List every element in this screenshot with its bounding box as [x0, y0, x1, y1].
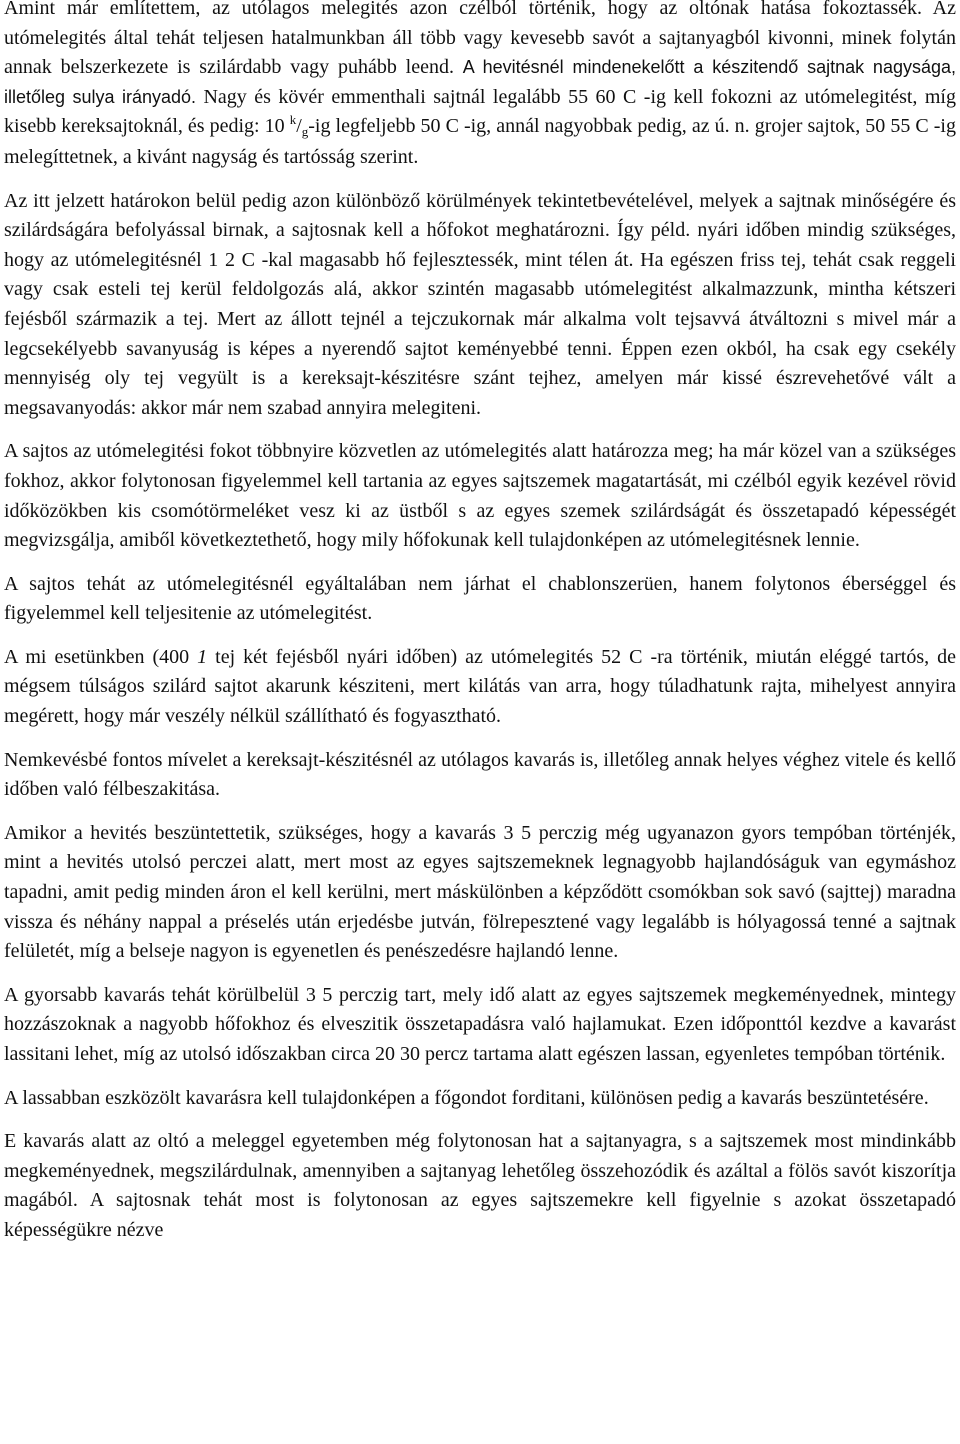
text-segment: tej két fejésből nyári időben) az utómelegités 52 C -ra történik, miután eléggé tartós, de mégsem túlságos szilárd sajtot akarunk késziteni, mert kilátás van arra, hogy túladhatunk rajta, mihelyest annyira megérett, hogy már veszély nélkül szállítható és fogyasztható. [4, 645, 956, 728]
text-segment: -ig legfeljebb 50 C -ig, annál nagyobbak pedig, az ú. n. grojer sajtok, 50 55 C -ig melegíttetnek, a kivánt nagyság és tartósság szerint. [4, 115, 956, 168]
paragraph [4, 1084, 956, 1114]
paragraph [4, 643, 956, 732]
fraction-numerator: k [289, 112, 297, 128]
document-page [4, 0, 956, 1260]
text-segment: A hevitésnél mindenekelőtt a készitendő sajtnak nagysága, illetőleg sulya irányadó. [4, 57, 956, 107]
fraction-denominator: g [301, 124, 309, 140]
paragraph [4, 570, 956, 629]
text-segment: E kavarás alatt az oltó a meleggel egyetemben még folytonosan hat a sajtanyagra, s a sajtszemek most mindinkább megkeményednek, megszilárdulnak, amennyiben a sajtanyag lehetőleg összehozódik és azáltal a fölös savót kiszorítja magából. A sajtosnak tehát most is folytonosan az egyes sajtszemekre kell figyelnie s azokat összetapadó képességükre nézve [4, 1130, 956, 1241]
paragraph [4, 0, 956, 173]
paragraph [4, 746, 956, 805]
text-segment: Amikor a hevités beszüntettetik, szükséges, hogy a kavarás 3 5 perczig még ugyanazon gyors tempóban történjék, mint a hevités utolsó perczei alatt, mert most az egyes sajtszemeknek legnagyobb hajlandóságuk van egymáshoz tapadni, amit pedig minden áron el kell kerülni, mert máskülönben a képződött csomókban sok savó (sajttej) maradna vissza és néhány nappal a préselés után erjedésbe jutván, fölrepesztené vagy legalább is hólyagossá tenné a sajtnak felületét, míg a belseje nagyon is egyenetlen és penészedésre hajlandó lenne. [4, 821, 956, 963]
text-segment: Nagy és kövér emmenthali sajtnál legalább 55 60 C -ig kell fokozni az utómelegitést, míg kisebb kereksajtoknál, és pedig: 10 [4, 85, 956, 138]
paragraph [4, 819, 956, 967]
text-segment: Az itt jelzett határokon belül pedig azon különböző körülmények tekintetbevételével, melyek a sajtnak minőségére és szilárdságára befolyással birnak, a sajtosnak kell a hőfokot meghatározni. Így péld. nyári időben mindig szükséges, hogy az utómelegitésnél 1 2 C -kal magasabb hő fejlesztessék, mint télen át. Ha egészen friss tej, tehát csak reggeli vagy csak esteli tej kerül feldolgozás alá, akkor szintén magasabb utómelegitést alkalmazzunk, mintha kétszeri fejésből származik a tej. Mert az állott tejnél a tejczukornak már alkalma volt tejsavvá átváltozni s mivel már a legcsekélyebb savanyuság is képes a nyerendő sajtot keményebbé tenni. Éppen ezen okból, ha csak egy csekély mennyiség oly tej vegyült is a kereksajt-készitésre szánt tejhez, amelyen már kissé észrevehetővé vált a megsavanyodás: akkor már nem szabad annyira melegiteni. [4, 189, 956, 419]
text-segment-italic: 1 [197, 645, 208, 668]
text-segment: A gyorsabb kavarás tehát körülbelül 3 5 perczig tart, mely idő alatt az egyes sajtszemek megkeményednek, mintegy hozzászoknak a nagyobb hőfokhoz és elveszitik összetapadásra való hajlamukat. Ezen időponttól kezdve a kavarást lassitani lehet, míg az utolsó időszakban circa 20 30 percz tartama alatt egészen lassan, egyenletes tempóban történik. [4, 983, 956, 1065]
text-segment: A sajtos tehát az utómelegitésnél egyáltalában nem járhat el chablonszerüen, hanem folytonos éberséggel és figyelemmel kell teljesitenie az utómelegitést. [4, 572, 956, 625]
paragraph [4, 187, 956, 424]
text-segment: A mi esetünkben (400 [4, 645, 198, 668]
paragraph [4, 1127, 956, 1245]
paragraph [4, 437, 956, 555]
text-segment: Amint már említettem, az utólagos melegités azon czélból történik, hogy az oltónak hatása fokoztassék. Az utómelegités által tehát teljesen hatalmunkban áll több vagy kevesebb savót a sajtanyagból kivonni, minek folytán annak belszerkezete is szilárdabb vagy puhább leend. [4, 0, 956, 79]
text-segment: A sajtos az utómelegitési fokot többnyire közvetlen az utómelegités alatt határozza meg; ha már közel van a szükséges fokhoz, akkor folytonosan figyelemmel kell tartania az egyes sajtszemek magatartását, mi czélból egyik kezével rövid időközökben kis csomótörmeléket vesz ki az üstből s az egyes szemek szilárdságát és összetapadó képességét megvizsgálja, amiből következtethető, hogy mily hőfokunak kell tulajdonképen az utómelegitésnek lennie. [4, 440, 956, 552]
paragraph [4, 981, 956, 1070]
text-segment: Nemkevésbé fontos mívelet a kereksajt-készitésnél az utólagos kavarás is, illetőleg annak helyes véghez vitele és kellő időben való félbeszakitása. [4, 748, 956, 801]
fraction-slash: / [296, 115, 302, 138]
text-segment: A lassabban eszközölt kavarásra kell tulajdonképen a főgondot forditani, különösen pedig a kavarás beszüntetésére. [4, 1086, 929, 1109]
